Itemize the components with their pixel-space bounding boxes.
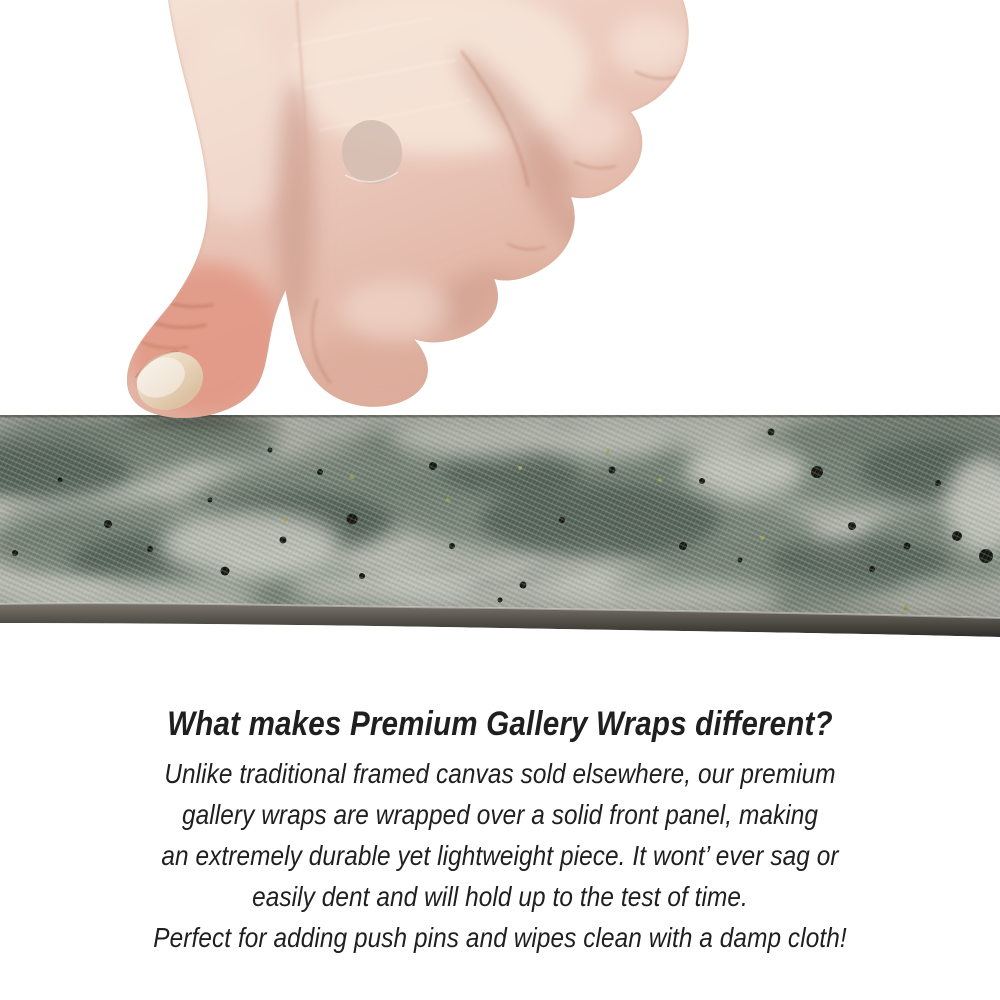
body-line: an extremely durable yet lightweight piece. It wont’ ever sag or bbox=[161, 840, 839, 871]
body-line: easily dent and will hold up to the test of time. bbox=[252, 881, 748, 912]
body-line: Unlike traditional framed canvas sold elsewhere, our premium bbox=[164, 758, 836, 789]
hand-pressing-photo bbox=[100, 0, 700, 421]
marketing-copy bbox=[65, 704, 935, 958]
canvas-texture bbox=[0, 415, 1000, 640]
headline: What makes Premium Gallery Wraps different? bbox=[167, 705, 833, 743]
body-line: Perfect for adding push pins and wipes clean with a damp cloth! bbox=[153, 922, 847, 953]
body-line: gallery wraps are wrapped over a solid front panel, making bbox=[181, 799, 819, 830]
canvas-strip-photo bbox=[0, 415, 1000, 640]
hand-shape bbox=[100, 0, 700, 421]
